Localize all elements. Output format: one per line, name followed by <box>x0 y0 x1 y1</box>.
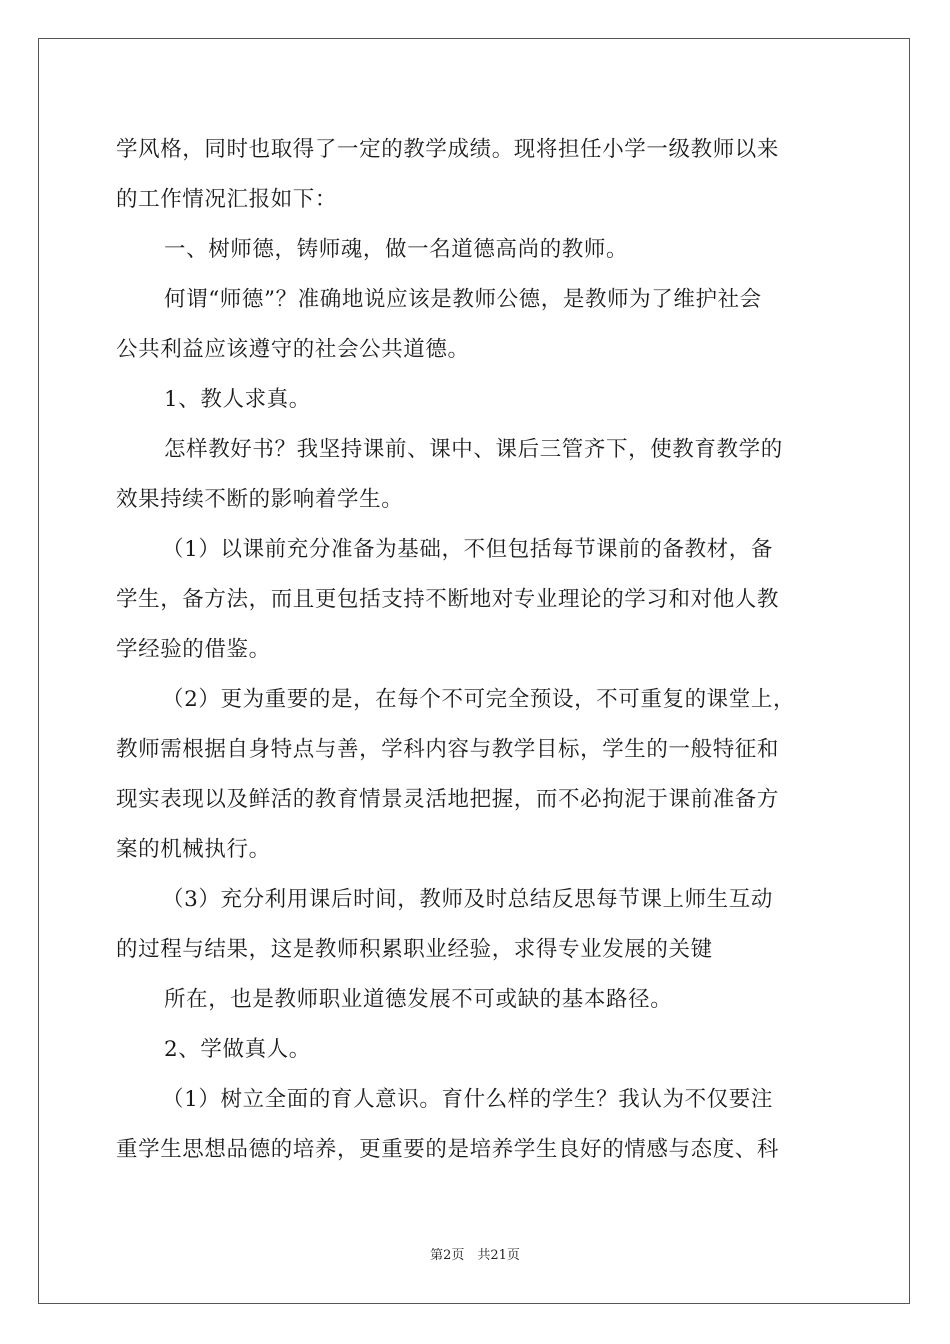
text-line: 怎样教好书？我坚持课前、课中、课后三管齐下，使教育教学的 <box>164 437 783 462</box>
text-line: （1）以课前充分准备为基础，不但包括每节课前的备教材，备 <box>162 537 773 562</box>
text-line: （2）更为重要的是，在每个不可完全预设，不可重复的课堂上， <box>162 687 796 712</box>
text-line: 的过程与结果，这是教师积累职业经验，求得专业发展的关键 <box>116 937 713 962</box>
page-number <box>0 1247 950 1265</box>
text-line: 所在，也是教师职业道德发展不可或缺的基本路径。 <box>164 987 673 1012</box>
text-line: 效果持续不断的影响着学生。 <box>116 487 404 512</box>
text-line: 何谓“师德”？准确地说应该是教师公德，是教师为了维护社会 <box>164 287 762 312</box>
page-number-label: 第2页 共21页 <box>430 1248 520 1263</box>
subsection-heading: 2、学做真人。 <box>164 1037 311 1062</box>
text-line: 重学生思想品德的培养，更重要的是培养学生良好的情感与态度、科 <box>116 1137 780 1162</box>
text-line: 的工作情况汇报如下： <box>116 187 338 212</box>
text-line: 学风格，同时也取得了一定的教学成绩。现将担任小学一级教师以来 <box>116 137 780 162</box>
text-line: 教师需根据自身特点与善，学科内容与教学目标，学生的一般特征和 <box>116 737 780 762</box>
text-line: 案的机械执行。 <box>116 837 271 862</box>
section-heading: 一、树师德，铸师魂，做一名道德高尚的教师。 <box>164 237 629 262</box>
text-line: （3）充分利用课后时间，教师及时总结反思每节课上师生互动 <box>162 887 773 912</box>
subsection-heading: 1、教人求真。 <box>164 387 311 412</box>
text-line: 公共利益应该遵守的社会公共道德。 <box>116 337 470 362</box>
text-line: 学生，备方法，而且更包括支持不断地对专业理论的学习和对他人教 <box>116 587 780 612</box>
text-line: 学经验的借鉴。 <box>116 637 271 662</box>
text-line: 现实表现以及鲜活的教育情景灵活地把握，而不必拘泥于课前准备方 <box>116 787 780 812</box>
text-line: （1）树立全面的育人意识。育什么样的学生？我认为不仅要注 <box>162 1087 773 1112</box>
